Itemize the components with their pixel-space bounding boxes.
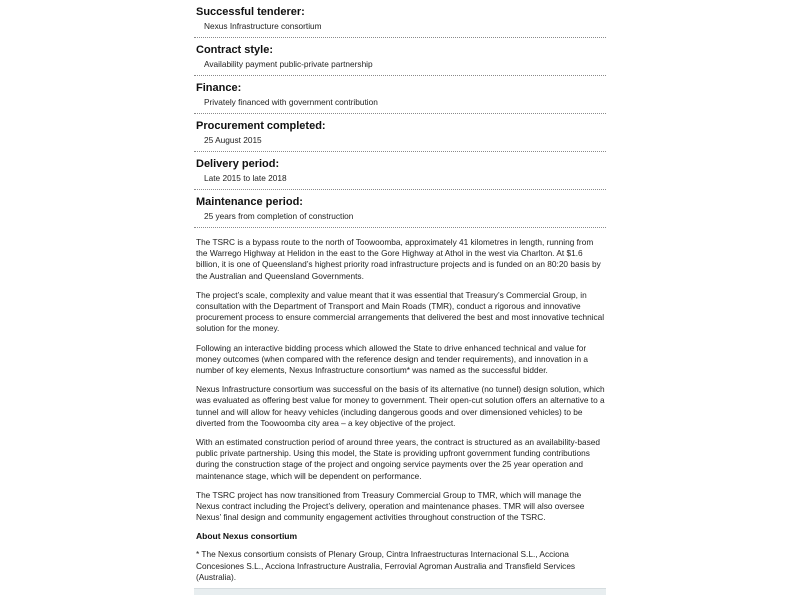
footer-divider: [194, 588, 606, 595]
article-body: [194, 237, 606, 583]
document: [194, 0, 606, 600]
fact-value: 25 August 2015: [204, 135, 262, 145]
paragraph-procurement: The project’s scale, complexity and value meant that it was essential that Treasury’s Commercial Group, in consultation with the Department of Transport and Main Roads (TMR), conduct a rigorous and innovative procurement process to ensure commercial arrangements that delivered the best and most innovative technical solution for the money.: [196, 289, 605, 334]
fact-label: Finance:: [196, 82, 242, 94]
fact-value: 25 years from completion of construction: [204, 211, 354, 221]
about-heading: About Nexus consortium: [196, 531, 298, 542]
fact-successful-tenderer: [194, 0, 606, 38]
fact-label: Successful tenderer:: [196, 6, 305, 18]
fact-delivery-period: [194, 152, 606, 190]
paragraph-design-solution: Nexus Infrastructure consortium was successful on the basis of its alternative (no tunnel) design solution, which was evaluated as offering best value for money to government. Their open-cut solution offers an alternative to a tunnel and will allow for heavy vehicles (including dangerous goods and over dimensioned vehicles) to be diverted from the Toowoomba city area – a key objective of the project.: [196, 384, 605, 428]
paragraph-contract-structure: With an estimated construction period of around three years, the contract is structured as an availability-based public private partnership. Using this model, the State is providing upfront government funding contributions during the construction stage of the project and ongoing service payments over the 25 year operation and maintenance stage, which will be dependent on performance.: [196, 437, 600, 481]
footnote: * The Nexus consortium consists of Plenary Group, Cintra Infraestructuras Internacional S.L., Acciona Concesiones S.L., Acciona Infrastructure Australia, Ferrovial Agroman Australia and Transfield Services (Australia).: [196, 549, 576, 582]
project-facts-list: [194, 0, 606, 228]
fact-finance: [194, 76, 606, 114]
fact-maintenance-period: [194, 190, 606, 228]
fact-value: Late 2015 to late 2018: [204, 173, 287, 183]
fact-label: Maintenance period:: [196, 196, 303, 208]
fact-label: Contract style:: [196, 44, 274, 56]
fact-contract-style: [194, 38, 606, 76]
paragraph-overview: The TSRC is a bypass route to the north of Toowoomba, approximately 41 kilometres in length, running from the Warrego Highway at Helidon in the east to the Gore Highway at Athol in the west via Charlton. At $1.6 billion, it is one of Queensland’s highest priority road infrastructure projects and is funded on an 80:20 basis by the Australian and Queensland Governments.: [196, 237, 601, 281]
fact-label: Delivery period:: [196, 158, 280, 170]
fact-label: Procurement completed:: [196, 120, 326, 132]
paragraph-transition: The TSRC project has now transitioned from Treasury Commercial Group to TMR, which will manage the Nexus contract including the Project’s delivery, operation and maintenance phases. TMR will also oversee Nexus’ final design and community engagement activities throughout construction of the TSRC.: [196, 489, 585, 523]
fact-value: Privately financed with government contribution: [204, 97, 378, 107]
fact-value: Nexus Infrastructure consortium: [204, 21, 322, 31]
fact-value: Availability payment public-private partnership: [204, 59, 373, 69]
fact-procurement-completed: [194, 114, 606, 152]
paragraph-bidding: Following an interactive bidding process which allowed the State to drive enhanced technical and value for money outcomes (when compared with the reference design and tender requirements), and innovation in a number of key elements, Nexus Infrastructure consortium* was named as the successful bidder.: [196, 342, 589, 376]
